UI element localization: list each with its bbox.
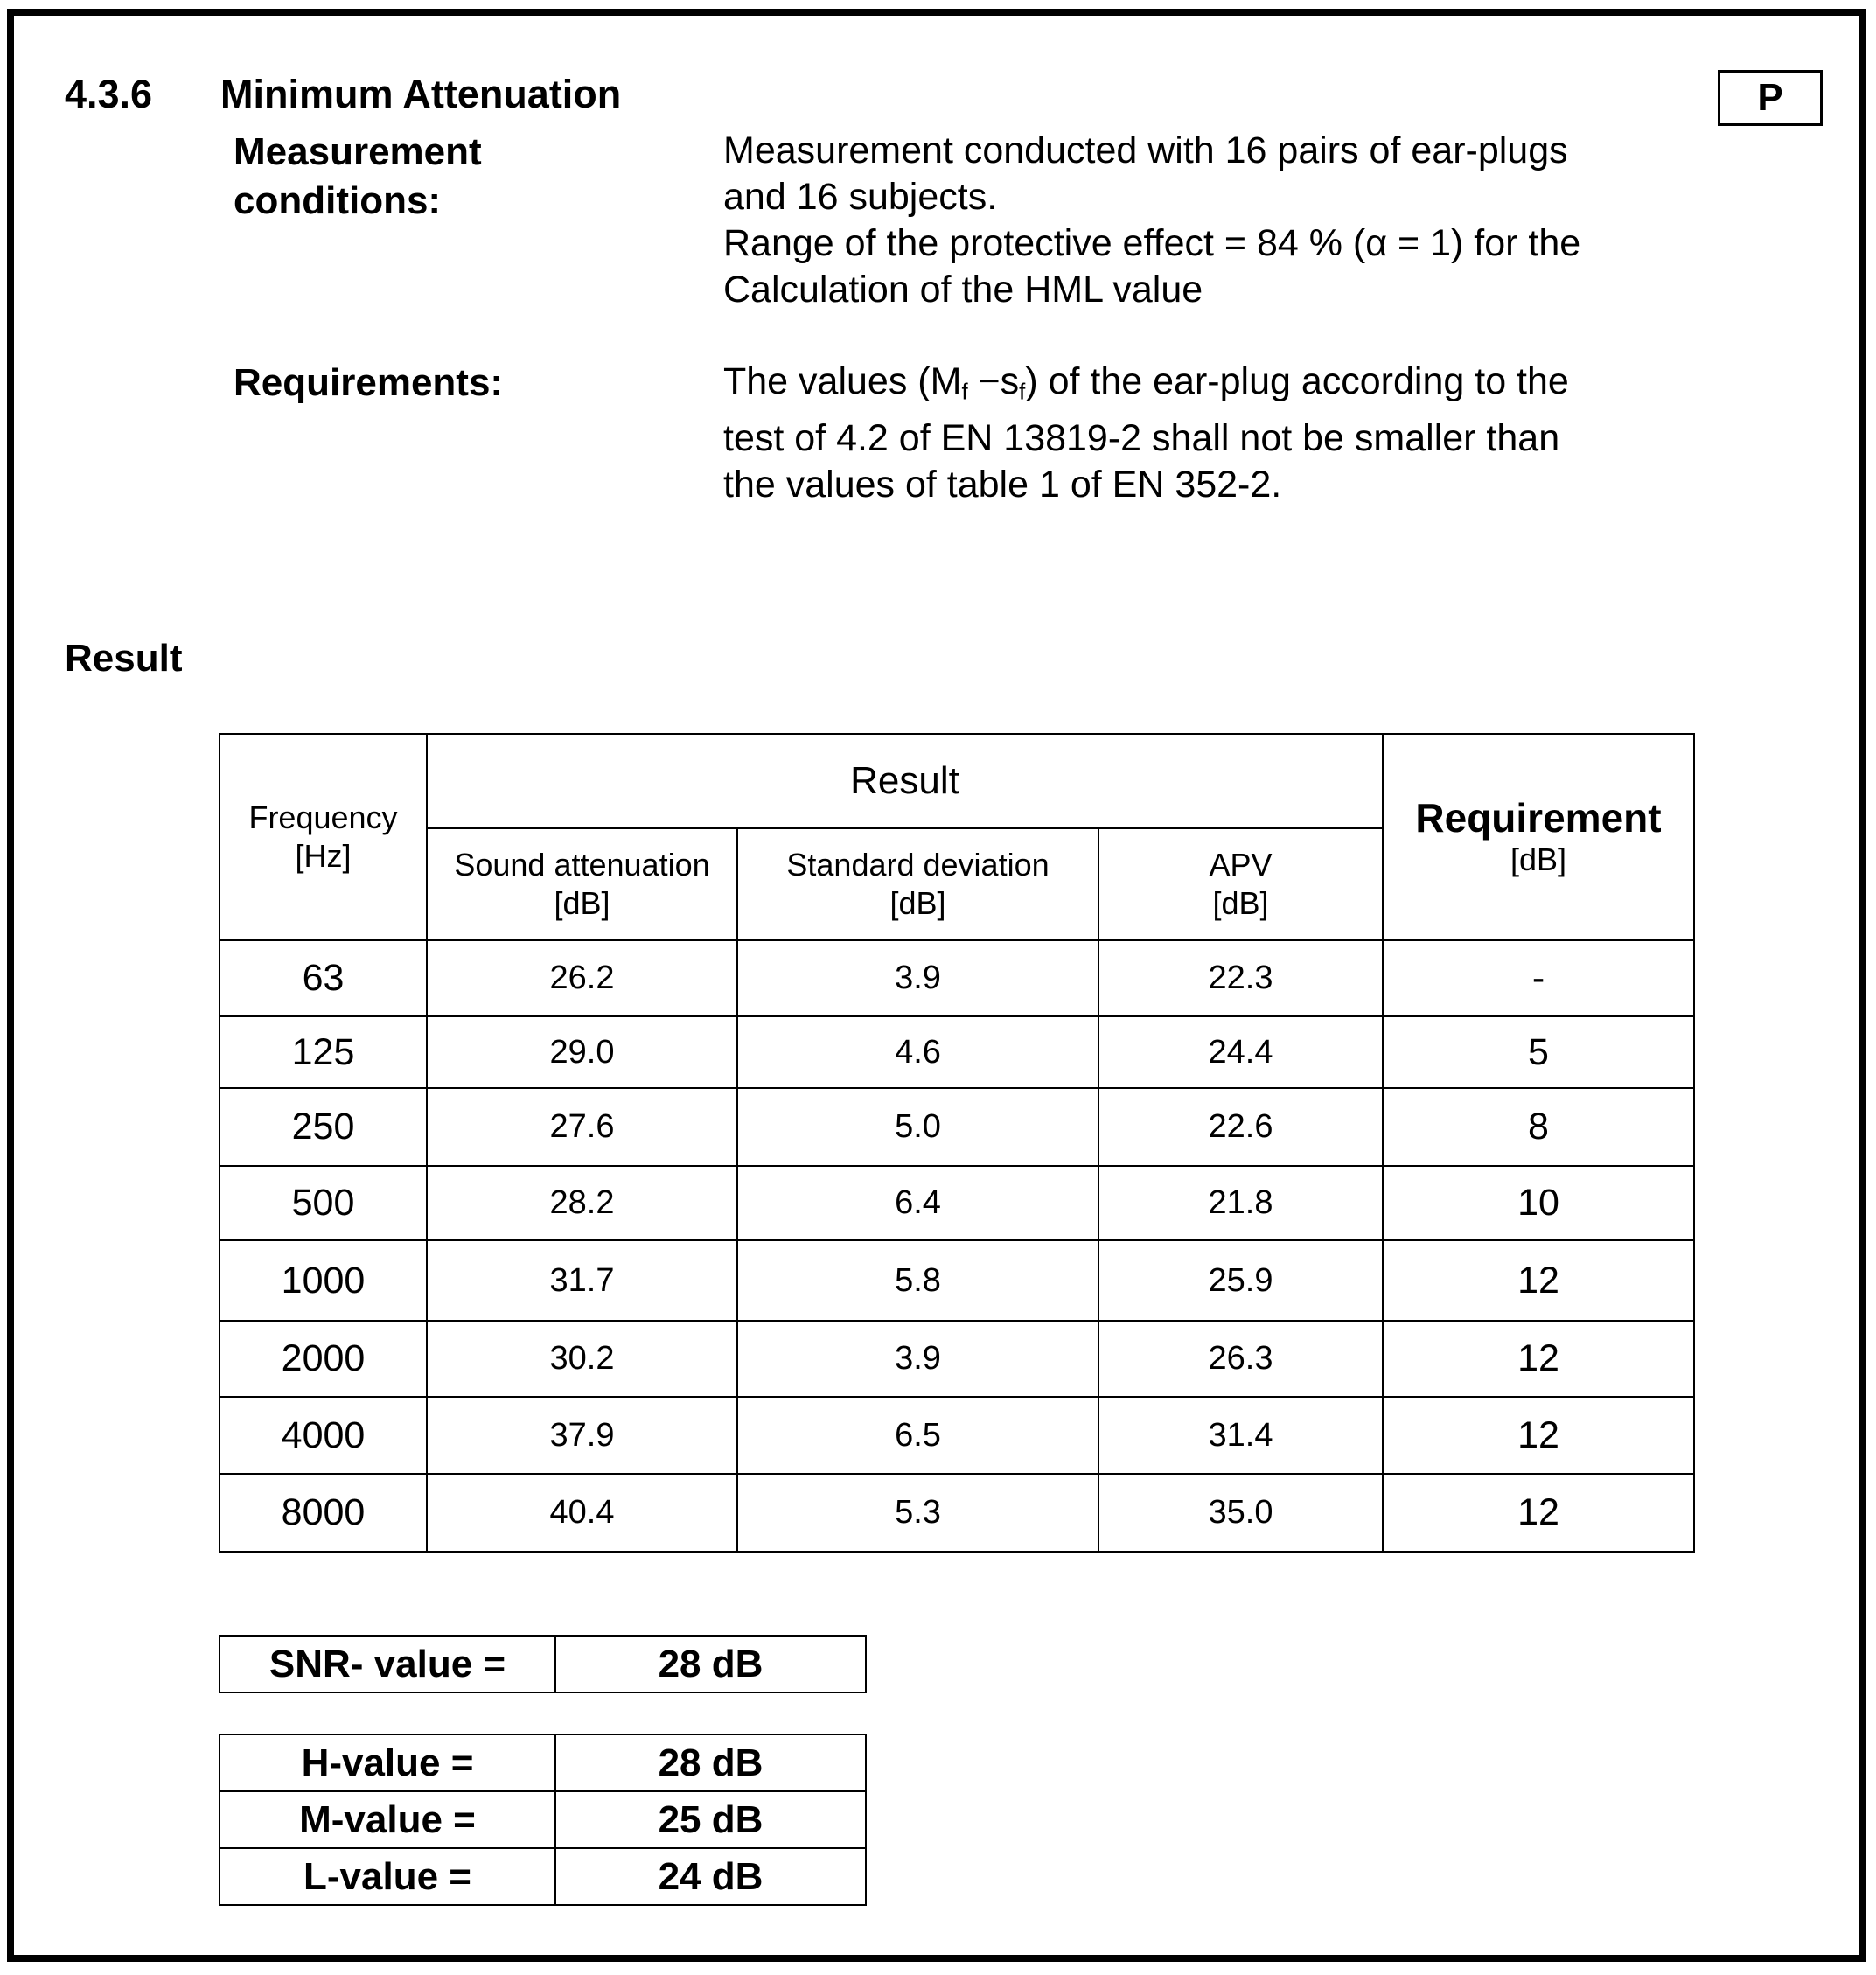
conditions-text	[723, 128, 1580, 313]
requirement-cell: 12	[1383, 1240, 1694, 1321]
requirement-header	[1383, 734, 1694, 940]
table-row	[220, 1016, 1694, 1088]
requirement-cell: 12	[1383, 1474, 1694, 1552]
header-label: Sound attenuation	[454, 847, 710, 883]
header-label: APV	[1209, 847, 1273, 883]
standard-deviation-cell: 3.9	[737, 940, 1098, 1016]
apv-cell: 35.0	[1098, 1474, 1383, 1552]
frequency-header-label: Frequency	[248, 799, 398, 835]
sound-attenuation-cell: 29.0	[427, 1016, 737, 1088]
sound-attenuation-cell: 28.2	[427, 1166, 737, 1240]
standard-deviation-cell: 4.6	[737, 1016, 1098, 1088]
table-row	[220, 1240, 1694, 1321]
apv-cell: 26.3	[1098, 1321, 1383, 1397]
hml-table	[219, 1734, 867, 1906]
table-row	[220, 1474, 1694, 1552]
conditions-label-line1: Measurement	[234, 130, 482, 173]
table-row	[220, 940, 1694, 1016]
l-row	[220, 1848, 866, 1905]
frequency-cell: 8000	[220, 1474, 427, 1552]
header-unit: [dB]	[889, 885, 946, 921]
frequency-cell: 125	[220, 1016, 427, 1088]
standard-deviation-cell: 5.3	[737, 1474, 1098, 1552]
apv-cell: 25.9	[1098, 1240, 1383, 1321]
m-row	[220, 1791, 866, 1848]
header-unit: [dB]	[554, 885, 610, 921]
frequency-cell: 250	[220, 1088, 427, 1166]
sound-attenuation-cell: 26.2	[427, 940, 737, 1016]
standard-deviation-cell: 3.9	[737, 1321, 1098, 1397]
standard-deviation-cell: 6.4	[737, 1166, 1098, 1240]
requirements-label: Requirements:	[234, 361, 504, 404]
frequency-header	[220, 734, 427, 940]
sound-attenuation-cell: 30.2	[427, 1321, 737, 1397]
sound-attenuation-cell: 40.4	[427, 1474, 737, 1552]
section-title: Minimum Attenuation	[220, 72, 622, 116]
conditions-line: Range of the protective effect = 84 % (α = 1) for the	[723, 222, 1581, 264]
m-value: 25 dB	[555, 1791, 866, 1848]
apv-cell: 22.6	[1098, 1088, 1383, 1166]
requirement-cell: 8	[1383, 1088, 1694, 1166]
apv-cell: 31.4	[1098, 1397, 1383, 1474]
frequency-header-unit: [Hz]	[295, 838, 352, 874]
sound-attenuation-cell: 27.6	[427, 1088, 737, 1166]
conditions-label-line2: conditions:	[234, 179, 442, 222]
frequency-cell: 63	[220, 940, 427, 1016]
table-row	[220, 1321, 1694, 1397]
frequency-cell: 2000	[220, 1321, 427, 1397]
h-value: 28 dB	[555, 1734, 866, 1791]
conditions-line: and 16 subjects.	[723, 176, 998, 218]
snr-value: 28 dB	[555, 1636, 866, 1692]
sound-attenuation-cell: 31.7	[427, 1240, 737, 1321]
sound-attenuation-cell: 37.9	[427, 1397, 737, 1474]
attenuation-table	[219, 733, 1695, 1553]
requirements-line2: test of 4.2 of EN 13819-2 shall not be smaller than	[723, 417, 1560, 460]
header-unit: [dB]	[1212, 885, 1269, 921]
conditions-line: Calculation of the HML value	[723, 269, 1203, 311]
snr-row	[220, 1636, 866, 1692]
snr-table	[219, 1635, 867, 1693]
conditions-label	[234, 128, 482, 226]
result-heading: Result	[65, 637, 183, 680]
section-number: 4.3.6	[65, 72, 153, 116]
table-row	[220, 1088, 1694, 1166]
apv-cell: 22.3	[1098, 940, 1383, 1016]
apv-header	[1098, 828, 1383, 940]
frequency-cell: 500	[220, 1166, 427, 1240]
requirement-cell: 12	[1383, 1397, 1694, 1474]
apv-cell: 21.8	[1098, 1166, 1383, 1240]
verdict-box: P	[1718, 70, 1823, 126]
requirement-cell: 10	[1383, 1166, 1694, 1240]
standard-deviation-cell: 6.5	[737, 1397, 1098, 1474]
sound-attenuation-header	[427, 828, 737, 940]
result-group-header: Result	[427, 734, 1383, 828]
frequency-cell: 4000	[220, 1397, 427, 1474]
table-row	[220, 1166, 1694, 1240]
requirements-line3: the values of table 1 of EN 352-2.	[723, 464, 1282, 506]
standard-deviation-cell: 5.0	[737, 1088, 1098, 1166]
requirements-text	[723, 359, 1569, 508]
h-label: H-value =	[220, 1734, 555, 1791]
header-label: Standard deviation	[786, 847, 1050, 883]
table-row	[220, 1397, 1694, 1474]
snr-label: SNR- value =	[220, 1636, 555, 1692]
requirements-line1: The values $(M_f -s_f)$ of the ear-plug according to the	[723, 360, 1569, 405]
conditions-line: Measurement conducted with 16 pairs of ear-plugs	[723, 129, 1568, 171]
frequency-cell: 1000	[220, 1240, 427, 1321]
requirement-cell: 5	[1383, 1016, 1694, 1088]
requirement-header-label: Requirement	[1415, 795, 1662, 841]
requirement-header-unit: [dB]	[1510, 841, 1567, 877]
l-value: 24 dB	[555, 1848, 866, 1905]
standard-deviation-cell: 5.8	[737, 1240, 1098, 1321]
apv-cell: 24.4	[1098, 1016, 1383, 1088]
h-row	[220, 1734, 866, 1791]
requirement-cell: 12	[1383, 1321, 1694, 1397]
m-label: M-value =	[220, 1791, 555, 1848]
standard-deviation-header	[737, 828, 1098, 940]
l-label: L-value =	[220, 1848, 555, 1905]
requirement-cell: -	[1383, 940, 1694, 1016]
